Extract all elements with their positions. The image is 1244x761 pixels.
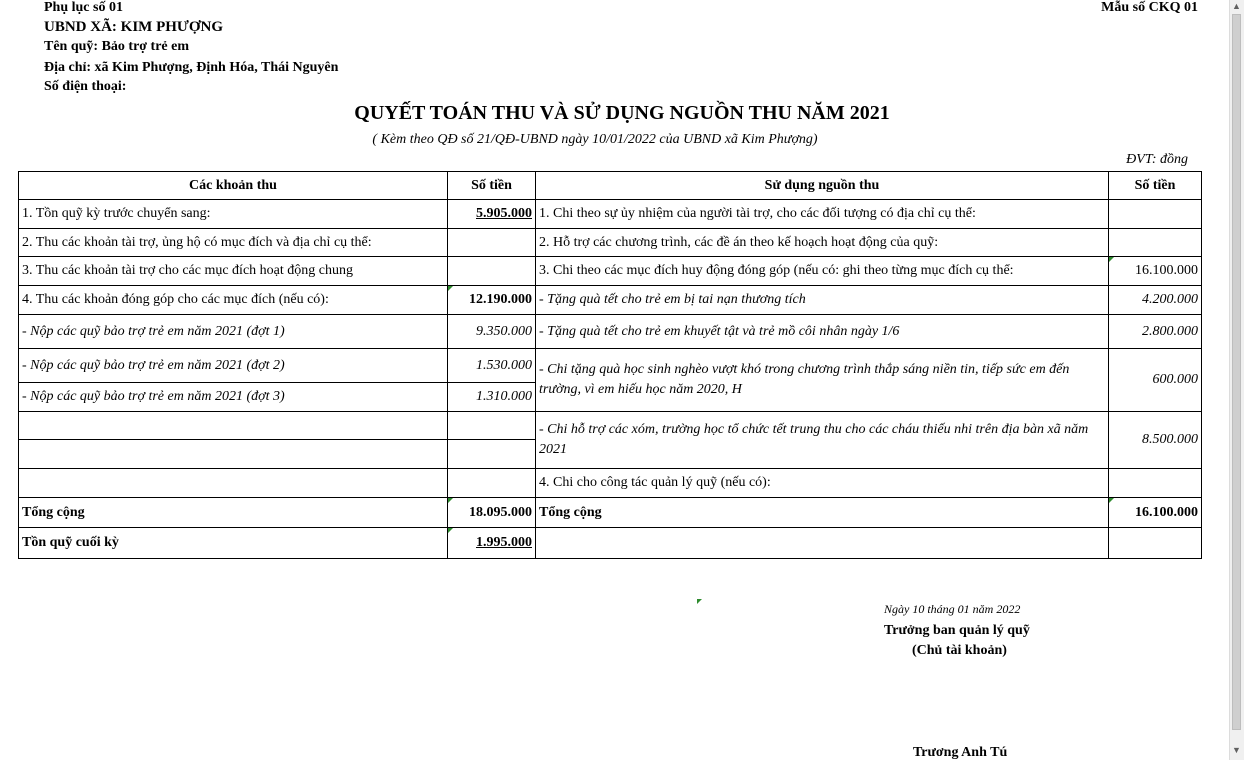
income-item-4: 4. Thu các khoản đóng góp cho các mục đích (nếu có): xyxy=(19,286,448,315)
usage-amount-2 xyxy=(1109,229,1202,257)
signature-role-sub: (Chủ tài khoản) xyxy=(912,643,1007,658)
empty-cell xyxy=(19,440,448,469)
usage-item-8: 4. Chi cho công tác quản lý quỹ (nếu có): xyxy=(536,469,1109,498)
usage-amount-5: 2.800.000 xyxy=(1109,315,1202,349)
closing-balance-label: Tồn quỹ cuối kỳ xyxy=(19,528,448,559)
closing-balance-amount: 1.995.000 xyxy=(448,528,536,559)
usage-amount-1 xyxy=(1109,200,1202,229)
table-row xyxy=(19,200,1202,229)
usage-total-label: Tổng cộng xyxy=(536,498,1109,528)
table-row xyxy=(19,412,1202,440)
table-row xyxy=(19,229,1202,257)
usage-item-3: 3. Chi theo các mục đích huy động đóng góp (nếu có: ghi theo từng mục đích cụ thể: xyxy=(536,257,1109,286)
settlement-table xyxy=(18,171,1202,559)
usage-header: Sử dụng nguồn thu xyxy=(536,172,1109,200)
income-amount-6: 1.530.000 xyxy=(448,349,536,383)
usage-item-6: - Chi tặng quà học sinh nghèo vượt khó trong chương trình thắp sáng niền tin, tiếp sức em đến trường, vì em hiếu học năm 2020, H xyxy=(536,349,1109,412)
income-item-3: 3. Thu các khoản tài trợ cho các mục đích hoạt động chung xyxy=(19,257,448,286)
page-title: QUYẾT TOÁN THU VÀ SỬ DỤNG NGUỒN THU NĂM 2021 xyxy=(354,102,890,124)
appendix-label: Phụ lục số 01 xyxy=(44,0,123,15)
table-row xyxy=(19,349,1202,383)
table-row xyxy=(19,286,1202,315)
table-row xyxy=(19,257,1202,286)
income-item-7: - Nộp các quỹ bảo trợ trẻ em năm 2021 (đợt 3) xyxy=(19,383,448,412)
table-row xyxy=(19,469,1202,498)
usage-amount-3: 16.100.000 xyxy=(1109,257,1202,286)
income-amount-4: 12.190.000 xyxy=(448,286,536,315)
usage-item-7: - Chi hỗ trợ các xóm, trường học tổ chức tết trung thu cho các cháu thiếu nhi trên địa bàn xã năm 2021 xyxy=(536,412,1109,469)
cell-marker xyxy=(697,599,702,604)
usage-total-amount: 16.100.000 xyxy=(1109,498,1202,528)
empty-cell xyxy=(19,469,448,498)
income-total-amount: 18.095.000 xyxy=(448,498,536,528)
usage-item-4: - Tặng quà tết cho trẻ em bị tai nạn thương tích xyxy=(536,286,1109,315)
fund-address: Địa chỉ: xã Kim Phượng, Định Hóa, Thái Nguyên xyxy=(44,60,339,75)
usage-amount-7: 8.500.000 xyxy=(1109,412,1202,469)
empty-cell xyxy=(448,440,536,469)
income-item-2: 2. Thu các khoản tài trợ, ủng hộ có mục đích và địa chỉ cụ thể: xyxy=(19,229,448,257)
fund-name: Tên quỹ: Bảo trợ trẻ em xyxy=(44,39,190,54)
scroll-down-icon[interactable]: ▼ xyxy=(1232,745,1241,755)
empty-cell xyxy=(448,469,536,498)
empty-cell xyxy=(536,528,1109,559)
closing-row xyxy=(19,528,1202,559)
page-subtitle: ( Kèm theo QĐ số 21/QĐ-UBND ngày 10/01/2022 của UBND xã Kim Phượng) xyxy=(372,132,818,147)
empty-cell xyxy=(448,412,536,440)
signature-name: Trương Anh Tú xyxy=(913,745,1008,760)
fund-phone: Số điện thoại: xyxy=(44,79,127,94)
income-item-6: - Nộp các quỹ bảo trợ trẻ em năm 2021 (đợt 2) xyxy=(19,349,448,383)
income-amount-7: 1.310.000 xyxy=(448,383,536,412)
empty-cell xyxy=(19,412,448,440)
table-header-row xyxy=(19,172,1202,200)
empty-cell xyxy=(1109,528,1202,559)
total-row xyxy=(19,498,1202,528)
income-item-5: - Nộp các quỹ bảo trợ trẻ em năm 2021 (đợt 1) xyxy=(19,315,448,349)
signature-role: Trưởng ban quản lý quỹ xyxy=(884,623,1030,638)
usage-amount-4: 4.200.000 xyxy=(1109,286,1202,315)
income-item-1: 1. Tồn quỹ kỳ trước chuyển sang: xyxy=(19,200,448,229)
usage-amount-6: 600.000 xyxy=(1109,349,1202,412)
currency-unit: ĐVT: đồng xyxy=(1126,152,1188,167)
income-total-label: Tổng cộng xyxy=(19,498,448,528)
income-amount-3 xyxy=(448,257,536,286)
usage-item-2: 2. Hỗ trợ các chương trình, các đề án theo kế hoạch hoạt động của quỹ: xyxy=(536,229,1109,257)
income-amount-1: 5.905.000 xyxy=(448,200,536,229)
scrollbar-thumb[interactable] xyxy=(1232,14,1241,730)
income-header: Các khoản thu xyxy=(19,172,448,200)
committee-name: UBND XÃ: KIM PHƯỢNG xyxy=(44,19,224,35)
income-amount-header: Số tiền xyxy=(448,172,536,200)
form-number: Mẫu số CKQ 01 xyxy=(1101,0,1198,15)
usage-amount-header: Số tiền xyxy=(1109,172,1202,200)
usage-item-5: - Tặng quà tết cho trẻ em khuyết tật và trẻ mồ côi nhân ngày 1/6 xyxy=(536,315,1109,349)
table-row xyxy=(19,315,1202,349)
vertical-scrollbar[interactable] xyxy=(1229,0,1244,760)
income-amount-2 xyxy=(448,229,536,257)
usage-item-1: 1. Chi theo sự ủy nhiệm của người tài trợ, cho các đối tượng có địa chỉ cụ thể: xyxy=(536,200,1109,229)
usage-amount-8 xyxy=(1109,469,1202,498)
signature-date: Ngày 10 tháng 01 năm 2022 xyxy=(884,602,1021,616)
scroll-up-icon[interactable]: ▲ xyxy=(1232,1,1241,11)
income-amount-5: 9.350.000 xyxy=(448,315,536,349)
